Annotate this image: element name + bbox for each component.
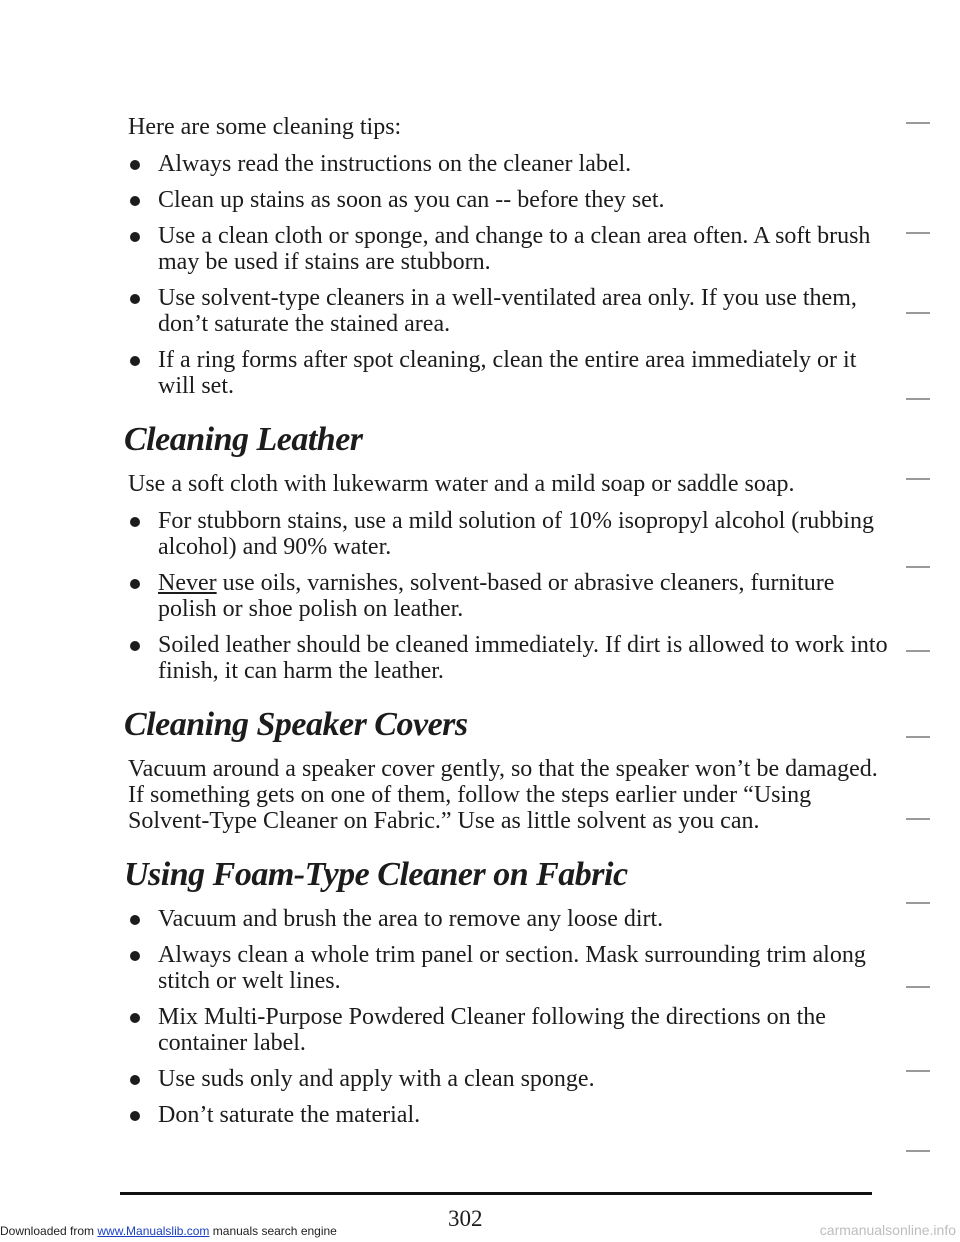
list-item: Vacuum and brush the area to remove any loose dirt. [128,906,888,932]
bullet-icon [130,915,140,925]
bullet-icon [130,1013,140,1023]
tips-intro: Here are some cleaning tips: [128,114,402,140]
margin-mark [906,736,930,738]
page-number: 302 [448,1206,483,1231]
manualslib-link[interactable]: www.Manualslib.com [97,1224,210,1238]
bullet-icon [130,517,140,527]
speaker-heading: Cleaning Speaker Covers [124,706,468,743]
speaker-body: Vacuum around a speaker cover gently, so that the speaker won’t be damaged. If something gets on one of them, follow the steps earlier under “Using Solvent-Type Cleaner on Fabric.” Use as little solvent as you can. [128,756,878,834]
margin-mark [906,818,930,820]
list-item: Mix Multi-Purpose Powdered Cleaner following the directions on the container label. [128,1004,888,1056]
bullet-icon [130,232,140,242]
bullet-icon [130,1075,140,1085]
margin-mark [906,902,930,904]
bullet-icon [130,951,140,961]
list-item: Use solvent-type cleaners in a well-ventilated area only. If you use them, don’t saturate the stained area. [128,285,888,337]
bullet-icon [130,356,140,366]
foam-heading: Using Foam-Type Cleaner on Fabric [124,856,628,893]
margin-mark [906,398,930,400]
margin-mark [906,986,930,988]
margin-mark [906,650,930,652]
list-item: If a ring forms after spot cleaning, clean the entire area immediately or it will set. [128,347,888,399]
margin-mark [906,1150,930,1152]
bullet-icon [130,294,140,304]
bullet-icon [130,579,140,589]
bullet-icon [130,641,140,651]
list-item: Use a clean cloth or sponge, and change to a clean area often. A soft brush may be used if stains are stubborn. [128,223,888,275]
list-item: Don’t saturate the material. [128,1102,888,1128]
margin-mark [906,1070,930,1072]
bullet-icon [130,196,140,206]
leather-intro: Use a soft cloth with lukewarm water and a mild soap or saddle soap. [128,471,795,497]
margin-mark [906,232,930,234]
leather-heading: Cleaning Leather [124,421,363,458]
never-emphasis: Never [158,570,217,596]
bullet-icon [130,1111,140,1121]
list-item: Always read the instructions on the cleaner label. [128,151,888,177]
bullet-icon [130,160,140,170]
list-item: Always clean a whole trim panel or section. Mask surrounding trim along stitch or welt lines. [128,942,888,994]
page-body [124,114,888,1138]
margin-mark [906,122,930,124]
list-item: For stubborn stains, use a mild solution of 10% isopropyl alcohol (rubbing alcohol) and 90% water. [128,508,888,560]
footer-rule [120,1192,872,1195]
watermark: carmanualsonline.info [819,1222,956,1238]
margin-mark [906,312,930,314]
download-footer: Downloaded from www.Manualslib.com manuals search engine [0,1224,337,1238]
list-item: Soiled leather should be cleaned immediately. If dirt is allowed to work into finish, it can harm the leather. [128,632,888,684]
list-item: Never use oils, varnishes, solvent-based or abrasive cleaners, furniture polish or shoe polish on leather. [128,570,888,622]
margin-mark [906,566,930,568]
margin-mark [906,478,930,480]
list-item: Use suds only and apply with a clean sponge. [128,1066,888,1092]
list-item: Clean up stains as soon as you can -- before they set. [128,187,888,213]
